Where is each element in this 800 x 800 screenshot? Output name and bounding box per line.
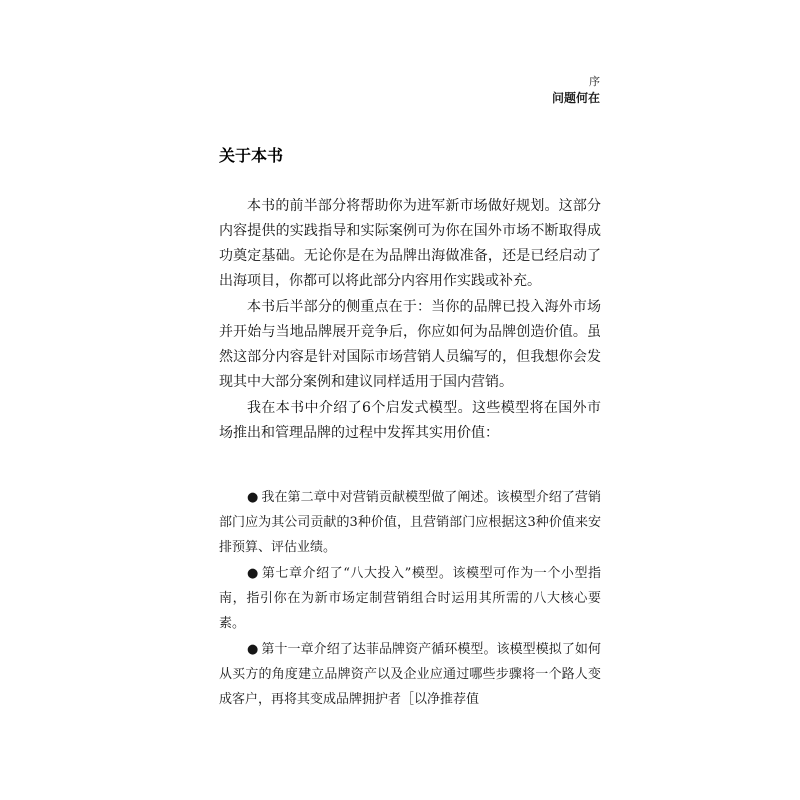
intro-paragraph-3: 我在本书中介绍了6个启发式模型。这些模型将在国外市场推出和管理品牌的过程中发挥其实用价值：	[219, 400, 601, 441]
intro-paragraph-2: 本书后半部分的侧重点在于：当你的品牌已投入海外市场并开始与当地品牌展开竞争后，你应如何为品牌创造价值。虽然这部分内容是针对国际市场营销人员编写的，但我想你会发现其中大部分案例和建议同样适用于国内营销。	[219, 299, 601, 390]
bullet-item-3	[219, 637, 601, 712]
bullet-item-text: 第十一章介绍了达菲品牌资产循环模型。该模型模拟了如何从买方的角度建立品牌资产以及企业应通过哪些步骤将一个路人变成客户，再将其变成品牌拥护者［以净推荐值	[219, 642, 601, 707]
running-header-subtitle: 问题何在	[551, 91, 600, 105]
section-heading: 关于本书	[219, 146, 284, 165]
bullet-dot-icon: ●	[247, 490, 259, 505]
intro-paragraph-1: 本书的前半部分将帮助你为进军新市场做好规划。这部分内容提供的实践指导和实际案例可为你在国外市场不断取得成功奠定基础。无论你是在为品牌出海做准备，还是已经启动了出海项目，你都可以将此部分内容用作实践或补充。	[219, 198, 601, 289]
bullet-item-2	[219, 561, 601, 636]
bullet-item-text: 第七章介绍了“八大投入”模型。该模型可作为一个小型指南，指引你在为新市场定制营销组合时运用其所需的八大核心要素。	[219, 566, 601, 631]
running-header	[552, 74, 600, 106]
intro-text-block	[219, 194, 601, 447]
bullet-item-1	[219, 485, 601, 560]
bullet-item-text: 我在第二章中对营销贡献模型做了阐述。该模型介绍了营销部门应为其公司贡献的3种价值，且营销部门应根据这3种价值来安排预算、评估业绩。	[219, 490, 601, 555]
bullet-dot-icon: ●	[247, 566, 259, 581]
model-bullet-list	[219, 485, 601, 713]
running-header-chapter: 序	[589, 75, 600, 88]
bullet-dot-icon: ●	[247, 642, 259, 657]
